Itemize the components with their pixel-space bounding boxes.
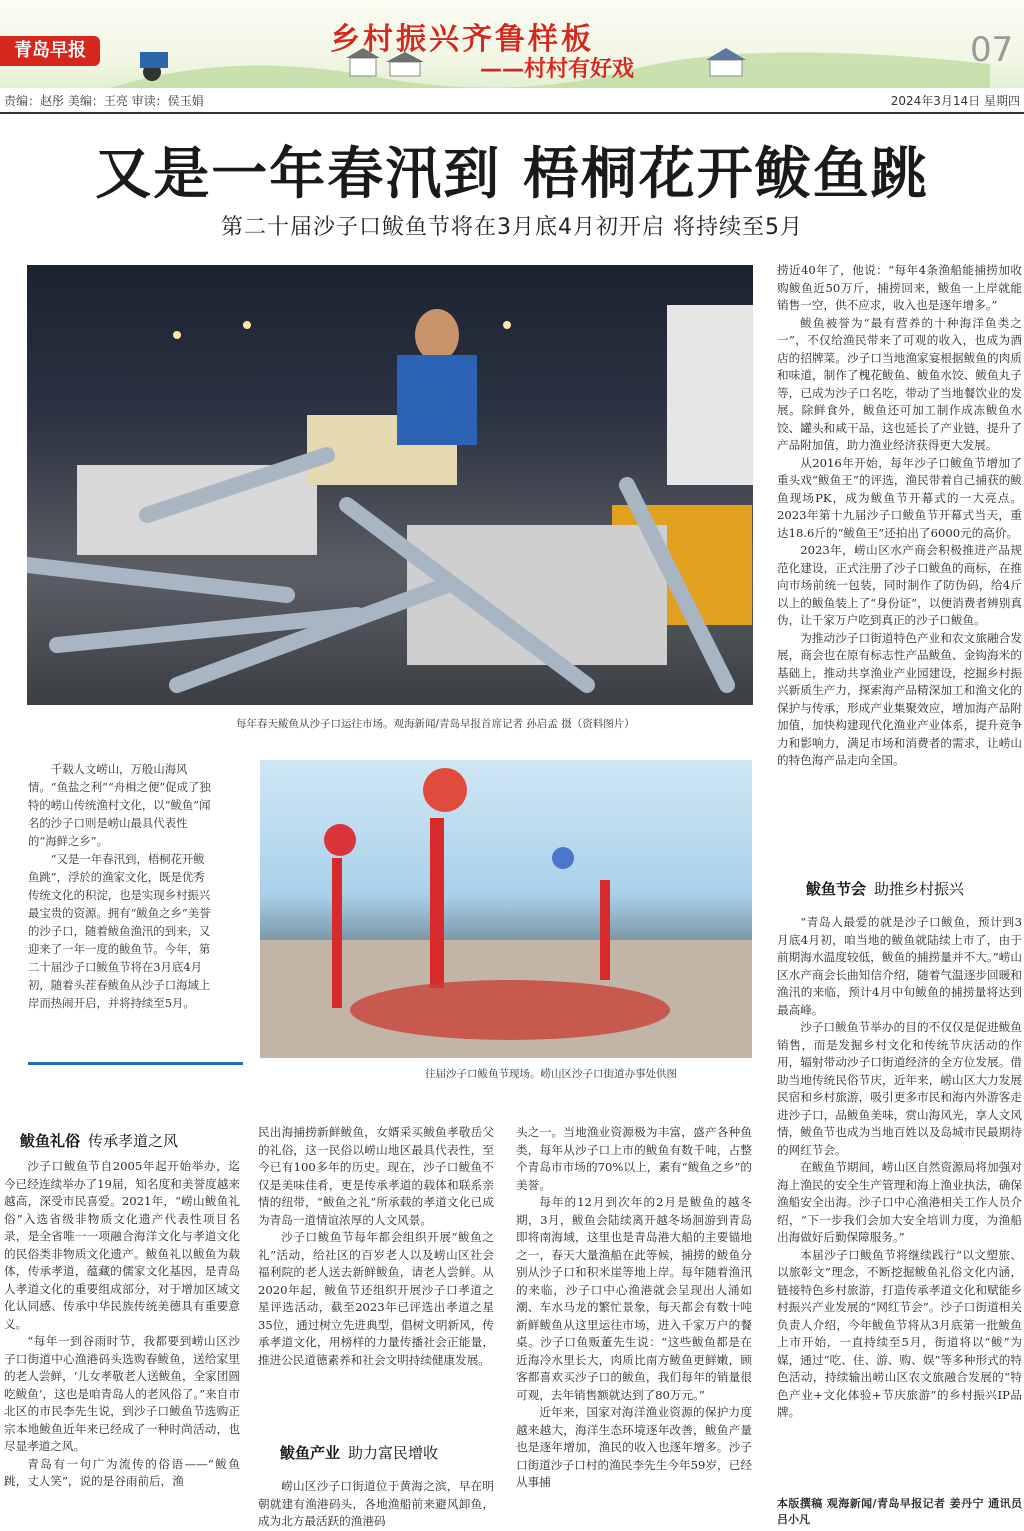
paragraph: 青岛有一句广为流传的俗语——“鲅鱼跳，丈人笑”，说的是谷雨前后，渔: [4, 1456, 240, 1488]
section-heading-festival: [806, 878, 964, 899]
balloon: [324, 824, 356, 856]
issue-date: 2024年3月14日 星期四: [890, 94, 1020, 108]
banner: [600, 880, 610, 980]
fisherman: [415, 309, 459, 361]
headline: 又是一年春汛到 梧桐花开鲅鱼跳: [95, 142, 929, 207]
paragraph: 沙子口鲅鱼节举办的目的不仅仅是促进鲅鱼销售，而是发掘乡村文化和传统节庆活动的作用，辐射带动沙子口街道经济的全方位发展。借助当地传统民俗节庆，近年来，崂山区大力发展民宿和乡村旅游，吸引更多市民和海内外游客走进沙子口，品鲅鱼美味，赏山海风光，享人文风情，鲅鱼节也成为当地百姓以及岛城市民最期待的网红节会。: [777, 1020, 1022, 1157]
byline: 本版撰稿 观海新闻/青岛早报记者 姜丹宁 通讯员 吕小凡: [777, 1497, 1022, 1526]
paragraph: 本届沙子口鲅鱼节将继续践行“以文塑旅、以旅彰文”理念，不断挖掘鲅鱼礼俗文化内涵，链接特色乡村旅游，打造传承孝道文化和赋能乡村振兴产业发展的“网红节会”。沙子口街道相关负责人介绍，今年鲅鱼节将从3月底第一批鲅鱼上市开始，一直持续至5月，街道将以“鲅”为媒，通过“吃、住、游、购、娱”等多种形式的特色活动，持续输出崂山区农文旅融合发展的“特色产业+文化体验+节庆旅游”的乡村振兴IP品牌。: [777, 1247, 1022, 1419]
tractor-body: [140, 52, 168, 68]
photo2-caption: 往届沙子口鲅鱼节现场。崂山区沙子口街道办事处供图: [425, 1068, 677, 1080]
section-heading-industry: [280, 1442, 438, 1463]
house: [390, 62, 420, 76]
article-column-4a: [777, 262, 1022, 770]
light: [173, 331, 181, 339]
section-divider: [28, 1062, 243, 1065]
paragraph: 从2016年开始，每年沙子口鲅鱼节增加了重头戏“鲅鱼王”的评选，渔民带着自己捕获的鲅鱼现场PK，成为鲅鱼节开幕式的一大亮点。2023年第十九届沙子口鲅鱼节开幕式当天，重达18.6斤的“鲅鱼王”还拍出了6000元的高价。: [777, 455, 1022, 540]
section-title: 鲅鱼礼俗: [20, 1132, 81, 1150]
fish-market-illustration: [27, 265, 753, 705]
section-subtitle: 助力富民增收: [348, 1444, 439, 1462]
paragraph: 2023年，崂山区水产商会积极推进产品规范化建设，正式注册了沙子口鲅鱼的商标，在推向市场前统一包装，同时制作了防伪码，给4斤以上的鲅鱼装上了“身份证”，以便消费者辨别真伪，让千家万户吃到真正的沙子口鲅鱼。: [777, 543, 1022, 627]
house: [710, 60, 742, 76]
paragraph: 鲅鱼被誉为“最有营养的十种海洋鱼类之一”，不仅给渔民带来了可观的收入，也成为酒店的招牌菜。沙子口当地渔家宴根据鲅鱼的肉质和味道，制作了槐花鲅鱼、鲅鱼水饺、鲅鱼丸子等，已成为沙子口名吃，带动了当地餐饮业的发展。除鲜食外，鲅鱼还可加工制作成冻鲅鱼水饺、罐头和咸干品，这也延长了产业链，提升了产品附加值，助力渔业经济获得更大发展。: [777, 315, 1022, 452]
banner: [332, 858, 342, 1008]
paragraph: 每年的12月到次年的2月是鲅鱼的越冬期，3月，鲅鱼会陆续离开越冬场洄游到青岛即将南海域，这里也是青岛港大船的主要锚地之一，春天大量渔船在此等候，捕捞的鲅鱼分别从沙子口和积米崖等地上岸。每年随着渔汛的来临，沙子口中心渔港就会呈现出人涌如潮、车水马龙的繁忙景象，每天都会有数十吨新鲜鲅鱼从这里运往市场，进入千家万户的餐桌。沙子口鱼贩董先生说：“这些鲅鱼都是在近海冷水里长大，肉质比南方鲅鱼更鲜嫩，顾客都喜欢买沙子口的鲅鱼，我们每年的销量很可观，去年销售额就达到了80万元。”: [516, 1195, 752, 1402]
crowd: [350, 980, 670, 1040]
article-column-4b: [777, 914, 1022, 1422]
balloon: [423, 768, 467, 812]
paragraph: 近年来，国家对海洋渔业资源的保护力度越来越大，海洋生态环境逐年改善，鲅鱼产量也是逐年增加，渔民的收入也逐年增多。沙子口街道沙子口村的渔民李先生今年59岁，已经从事捕: [516, 1405, 752, 1489]
fish-market-photo: [27, 265, 753, 705]
paragraph: “青岛人最爱的就是沙子口鲅鱼，预计到3月底4月初，咱当地的鲅鱼就陆续上市了，由于前期海水温度较低，鲅鱼的捕捞量并不大。”崂山区水产商会长曲知信介绍，随着气温逐步回暖和渔汛的来临，预计4月中旬鲅鱼的捕捞量将达到最高峰。: [777, 915, 1022, 1017]
house: [350, 58, 376, 76]
truck: [667, 305, 753, 485]
paragraph: 为推动沙子口街道特色产业和农文旅融合发展，商会也在原有标志性产品鲅鱼、金钩海米的基础上，推动共享渔业产业园建设，挖掘乡村振兴新质生产力，探索海产品精深加工和渔文化的保护与传承，形成产业集聚效应，增加海产品附加值，加快构建现代化渔业产业体系，提升竞争力和影响力，满足市场和消费者的需求，让崂山的特色海产品走向全国。: [777, 630, 1022, 767]
paragraph: 沙子口鲅鱼节每年都会组织开展“鲅鱼之礼”活动，给社区的百岁老人以及崂山区社会福利院的老人送去新鲜鲅鱼，请老人尝鲜。从2020年起，鲅鱼节还组织开展沙子口孝道之星评选活动，截至2023年已评选出孝道之星35位，通过树立先进典型，倡树文明新风，传承孝道文化，用榜样的力量传播社会正能量，推进公民道德素养和社会文明持续健康发展。: [258, 1230, 494, 1367]
column-title: 乡村振兴齐鲁样板: [330, 22, 594, 57]
banner: [430, 818, 444, 988]
editor-credits: 责编：赵彤 美编：王亮 审读：侯玉娟: [4, 94, 204, 108]
article-column-1: [4, 1158, 240, 1491]
section-title: 鲅鱼产业: [280, 1444, 341, 1462]
light: [243, 321, 251, 329]
article-column-2: [258, 1124, 494, 1369]
section-subtitle: 助推乡村振兴: [874, 880, 965, 898]
festival-photo: [260, 760, 752, 1058]
paragraph: 捞近40年了，他说：“每年4条渔船能捕捞加收购鲅鱼近50万斤，捕捞回来，鲅鱼一上岸就能销售一空，供不应求，收入也是逐年增多。”: [777, 263, 1022, 312]
article-column-2b: [258, 1478, 494, 1531]
photo1-caption: 每年春天鲅鱼从沙子口运往市场。观海新闻/青岛早报首席记者 孙启孟 摄（资料图片）: [236, 718, 635, 730]
paragraph: 崂山区沙子口街道位于黄海之滨，早在明朝就建有渔港码头，各地渔船前来避风卸鱼，成为北方最活跃的渔港码: [258, 1479, 494, 1528]
intro-paragraph: 千载人文崂山，万般山海风情。“鱼盐之利”“舟楫之便”促成了独特的崂山传统渔村文化，以“鲅鱼”闻名的沙子口则是崂山最具代表性的“海鲜之乡”。: [28, 762, 211, 848]
subheadline: 第二十届沙子口鲅鱼节将在3月底4月初开启 将持续至5月: [221, 215, 803, 240]
header-rule: [0, 112, 1024, 114]
paragraph: 头之一。当地渔业资源极为丰富，盛产各种鱼类，每年从沙子口上市的鲅鱼有数千吨，占整个青岛市市场的70%以上，素有“鲅鱼之乡”的美誉。: [516, 1125, 752, 1192]
article-column-3: [516, 1124, 752, 1492]
paragraph: “每年一到谷雨时节，我都要到崂山区沙子口街道中心渔港码头选购春鲅鱼，送给家里的老人尝鲜，‘儿女孝敬老人送鲅鱼，全家团圆吃鲅鱼’，这也是咱青岛人的老风俗了。”来自市北区的市民李先生说，到沙子口鲅鱼节选购正宗本地鲅鱼近年来已经成了一种时尚活动，也尽显孝道之风。: [4, 1334, 240, 1453]
intro-paragraph: “又是一年春汛到，梧桐花开鲅鱼跳”，浮於的渔家文化，既是优秀传统文化的积淀，也是实现乡村振兴最宝贵的资源。拥有“鲅鱼之乡”美誉的沙子口，随着鲅鱼渔汛的到来，又迎来了一年一度的鲅鱼节。今年，第二十届沙子口鲅鱼节将在3月底4月初，随着头茬春鲅鱼从沙子口海域上岸而热闹开启，并将持续至5月。: [28, 852, 211, 1010]
section-title: 鲅鱼节会: [806, 880, 867, 898]
fisherman-jacket: [397, 355, 477, 445]
festival-illustration: [260, 760, 752, 1058]
paragraph: 沙子口鲅鱼节自2005年起开始举办，迄今已经连续举办了19届，知名度和美誉度越来越高，深受市民喜爱。2021年，“崂山鲅鱼礼俗”入选省级非物质文化遗产代表性项目名录，是全省唯一一项融合海洋文化与孝道文化的民俗类非物质文化遗产。鲅鱼礼以鲅鱼为载体，传承孝道，蕴藏的儒家文化基因，是青岛人孝道文化的重要组成部分，对于增加区域文化认同感、传承中华民族传统美德具有重要意义。: [4, 1159, 240, 1331]
paragraph: 民出海捕捞新鲜鲅鱼，女婿采买鲅鱼孝敬岳父的礼俗，这一民俗以崂山地区最具代表性，至今已有100多年的历史。现在，沙子口鲅鱼不仅是美味佳肴，更是传承孝道的载体和联系亲情的纽带，“鲅鱼之礼”所承载的孝道文化已成为青岛一道情谊浓厚的人文风景。: [258, 1125, 494, 1227]
page-number: 07: [970, 30, 1014, 70]
intro-text: [28, 760, 213, 1012]
paragraph: 在鲅鱼节期间，崂山区自然资源局将加强对海上渔民的安全生产管理和海上渔业执法，确保渔船安全出海。沙子口中心渔港相关工作人员介绍，“下一步我们会加大安全培训力度，为渔船出海做好后勤保障服务。”: [777, 1160, 1022, 1244]
light: [503, 321, 511, 329]
section-heading-ritual: [20, 1130, 178, 1151]
newspaper-logo: 青岛早报: [0, 36, 100, 66]
balloon: [552, 847, 574, 869]
section-subtitle: 传承孝道之风: [88, 1132, 179, 1150]
masthead: [0, 0, 1024, 88]
column-subtitle: ——村村有好戏: [480, 57, 635, 82]
